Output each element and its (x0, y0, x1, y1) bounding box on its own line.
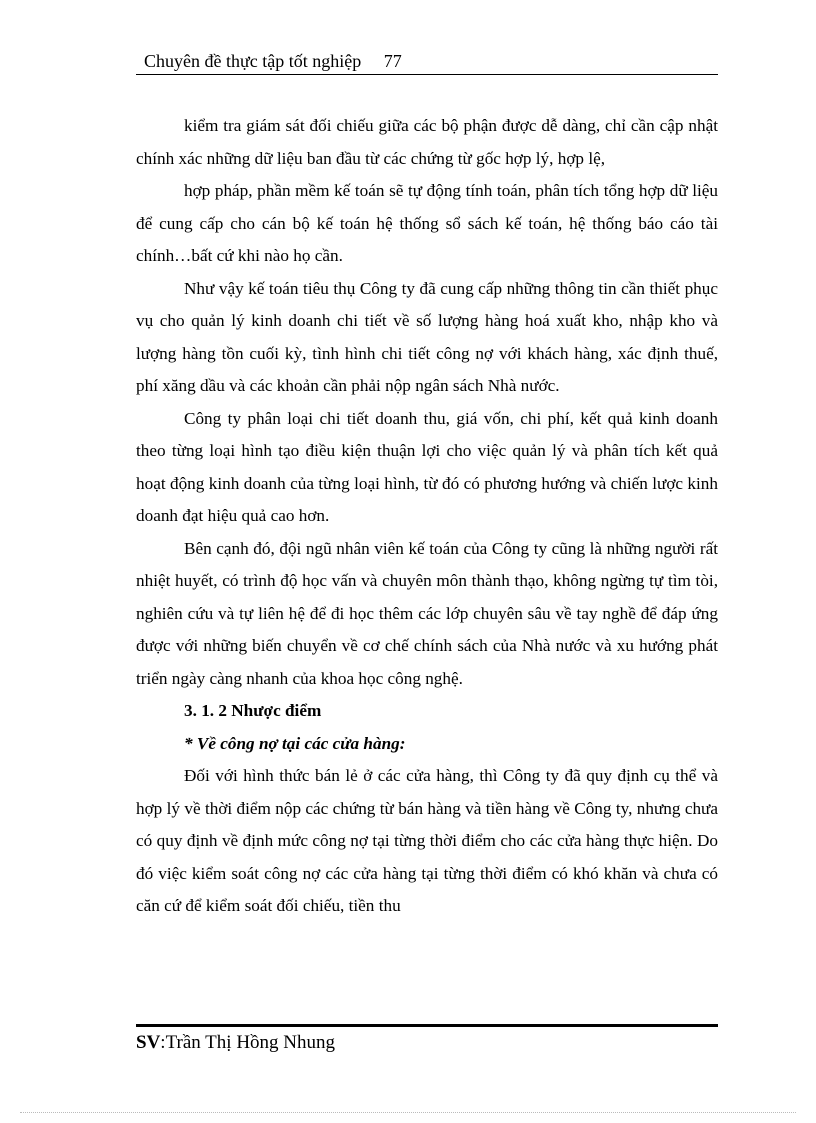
page-number: 77 (383, 51, 402, 71)
subsection-heading: * Về công nợ tại các cửa hàng: (184, 733, 406, 753)
paragraph: Như vậy kế toán tiêu thụ Công ty đã cung cấp những thông tin cần thiết phục vụ cho quản lý kinh doanh chi tiết về số lượng hàng hoá xuất kho, nhập kho và lượng hàng tồn cuối kỳ, tình hình chi tiết công nợ với khách hàng, xác định thuế, phí xăng dầu và các khoản cần phải nộp ngân sách Nhà nước. (136, 278, 718, 395)
footer-label: SV (136, 1032, 161, 1053)
paragraph: Đối với hình thức bán lẻ ở các cửa hàng, thì Công ty đã quy định cụ thể và hợp lý về thời điểm nộp các chứng từ bán hàng và tiền hàng về Công ty, nhưng chưa có quy định về định mức công nợ tại từng thời điểm cho các cửa hàng thực hiện. Do đó việc kiểm soát công nợ các cửa hàng tại từng thời điểm có khó khăn và chưa có căn cứ để kiểm soát đối chiếu, tiền thu (136, 766, 718, 915)
page-edge-divider (20, 1112, 796, 1113)
paragraph: hợp pháp, phần mềm kế toán sẽ tự động tính toán, phân tích tổng hợp dữ liệu để cung cấp cho cán bộ kế toán hệ thống sổ sách kế toán, hệ thống báo cáo tài chính…bất cứ khi nào họ cần. (136, 181, 718, 265)
section-heading: 3. 1. 2 Nhược điểm (184, 701, 322, 720)
document-title: Chuyên đề thực tập tốt nghiệp (144, 51, 362, 71)
paragraph: Bên cạnh đó, đội ngũ nhân viên kế toán của Công ty cũng là những người rất nhiệt huyết, có trình độ học vấn và chuyên môn thành thạo, không ngừng tự tìm tòi, nghiên cứu và tự liên hệ để đi học thêm các lớp chuyên sâu về tay nghề để đáp ứng được với những biến chuyển về cơ chế chính sách của Nhà nước và xu hướng phát triển ngày càng nhanh của khoa học công nghệ. (136, 538, 718, 688)
footer-divider (136, 1024, 718, 1027)
paragraph: Công ty phân loại chi tiết doanh thu, giá vốn, chi phí, kết quả kinh doanh theo từng loại hình tạo điều kiện thuận lợi cho việc quản lý và phân tích kết quả hoạt động kinh doanh của từng loại hình, từ đó có phương hướng và chiến lược kinh doanh đạt hiệu quả cao hơn. (136, 408, 718, 525)
document-body (136, 110, 718, 923)
page-footer (136, 1030, 335, 1056)
paragraph: kiểm tra giám sát đối chiếu giữa các bộ phận được dễ dàng, chỉ cần cập nhật chính xác những dữ liệu ban đầu từ các chứng từ gốc hợp lý, hợp lệ, (136, 116, 718, 168)
author-name: :Trần Thị Hồng Nhung (160, 1032, 336, 1053)
page-header (136, 48, 718, 75)
